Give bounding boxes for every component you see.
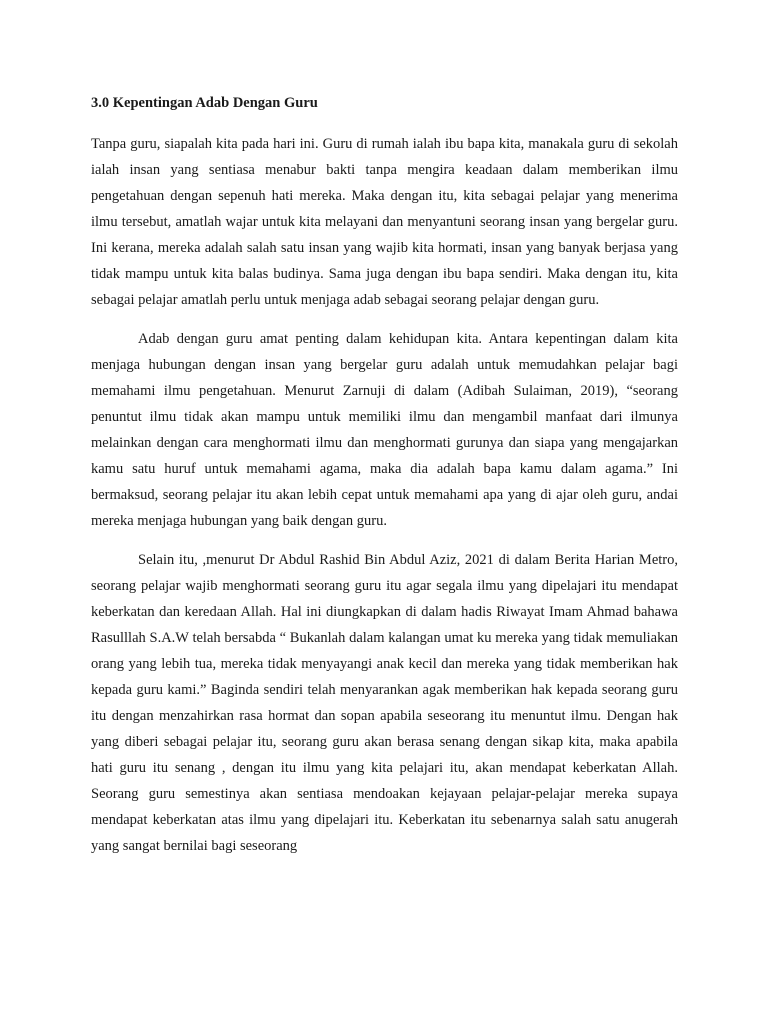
paragraph-adab: Adab dengan guru amat penting dalam kehidupan kita. Antara kepentingan dalam kita menjaga hubungan dengan insan yang bergelar guru adalah untuk memudahkan pelajar bagi memahami ilmu pengetahuan. Menurut Zarnuji di dalam (Adibah Sulaiman, 2019), “seorang penuntut ilmu tidak akan mampu untuk memiliki ilmu dan mengambil manfaat dari ilmunya melainkan dengan cara menghormati ilmu dan menghormati gurunya dan siapa yang mengajarkan kamu satu huruf untuk memahami agama, maka dia adalah bapa kamu dalam agama.” Ini bermaksud, seorang pelajar itu akan lebih cepat untuk memahami apa yang di ajar oleh guru, andai mereka menjaga hubungan yang baik dengan guru. — [91, 331, 678, 529]
paragraph-intro: Tanpa guru, siapalah kita pada hari ini. Guru di rumah ialah ibu bapa kita, manakala guru di sekolah ialah insan yang sentiasa menabur bakti tanpa mengira keadaan dalam memberikan ilmu pengetahuan dengan sepenuh hati mereka. Maka dengan itu, kita sebagai pelajar yang menerima ilmu tersebut, amatlah wajar untuk kita melayani dan menyantuni seorang insan yang bergelar guru. Ini kerana, mereka adalah salah satu insan yang wajib kita hormati, insan yang banyak berjasa yang tidak mampu untuk kita balas budinya. Sama juga dengan ibu bapa sendiri. Maka dengan itu, kita sebagai pelajar amatlah perlu untuk menjaga adab sebagai seorang pelajar dengan guru. — [91, 136, 678, 308]
paragraph-keberkatan: Selain itu, ,menurut Dr Abdul Rashid Bin Abdul Aziz, 2021 di dalam Berita Harian Metro, seorang pelajar wajib menghormati seorang guru itu agar segala ilmu yang dipelajari itu mendapat keberkatan dan keredaan Allah. Hal ini diungkapkan di dalam hadis Riwayat Imam Ahmad bahawa Rasulllah S.A.W telah bersabda “ Bukanlah dalam kalangan umat ku mereka yang tidak memuliakan orang yang lebih tua, mereka tidak menyayangi anak kecil dan mereka yang tidak memberikan hak kepada guru kami.” Baginda sendiri telah menyarankan agak memberikan hak kepada seorang guru itu dengan menzahirkan rasa hormat dan sopan apabila seseorang itu menuntut ilmu. Dengan hak yang diberi sebagai pelajar itu, seorang guru akan berasa senang dengan sikap kita, maka apabila hati guru itu senang , dengan itu ilmu yang kita pelajari itu, akan mendapat keberkatan Allah. Seorang guru semestinya akan sentiasa mendoakan kejayaan pelajar-pelajar mereka supaya mendapat keberkatan atas ilmu yang dipelajari itu. Keberkatan itu sebenarnya salah satu anugerah yang sangat bernilai bagi seseorang — [91, 552, 678, 854]
section-heading: 3.0 Kepentingan Adab Dengan Guru — [91, 95, 318, 111]
document-page — [91, 93, 678, 872]
